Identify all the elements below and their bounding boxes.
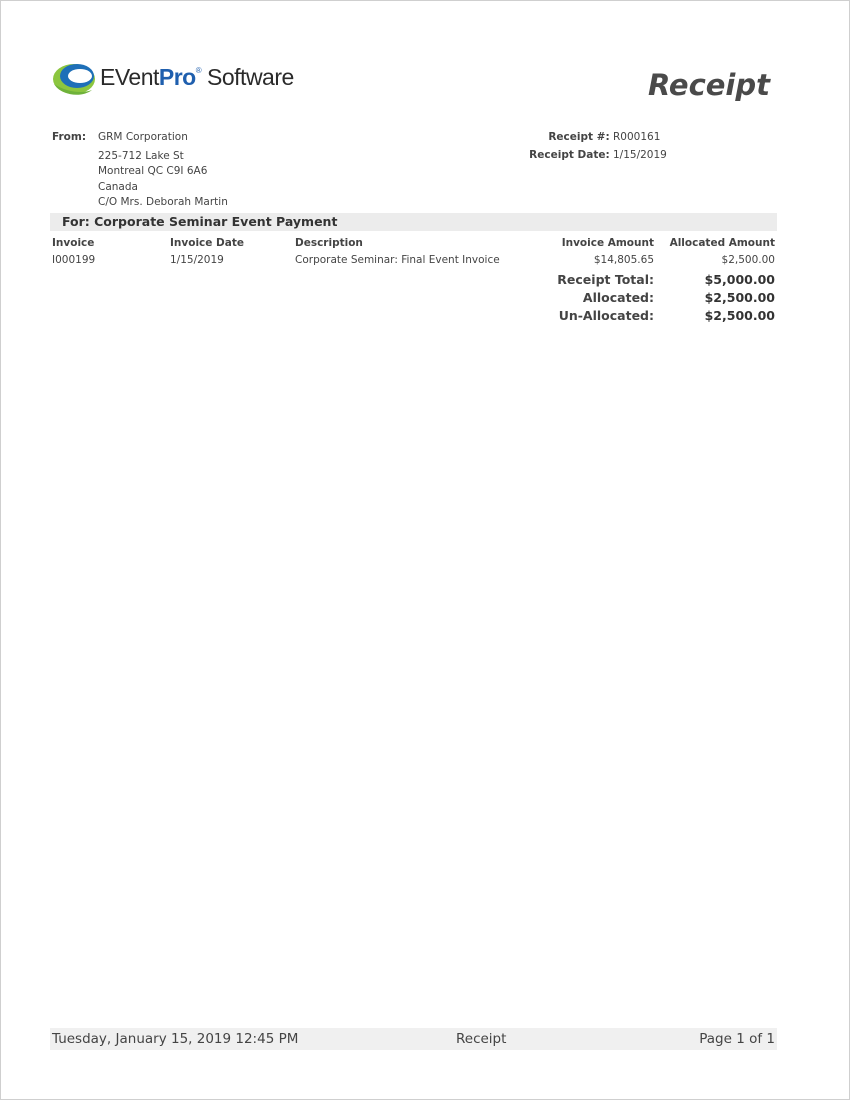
receipt-total-value: $5,000.00 [704, 272, 775, 287]
total-row-allocated [515, 290, 775, 308]
header-allocated-amount: Allocated Amount [669, 237, 775, 249]
receipt-number-label: Receipt #: [548, 131, 610, 143]
receipt-date-row [0, 148, 665, 166]
logo-wordmark [100, 64, 294, 91]
cell-invoice-date: 1/15/2019 [170, 254, 224, 266]
receipt-number-row [0, 130, 665, 148]
total-row-receipt [515, 272, 775, 290]
total-row-unallocated [515, 308, 775, 326]
receipt-number-value: R000161 [613, 131, 661, 143]
from-city: Montreal QC C9I 6A6 [98, 165, 208, 177]
logo-registered-mark: ® [195, 66, 202, 75]
eventpro-swoosh-icon [52, 60, 96, 100]
receipt-date-value: 1/15/2019 [613, 149, 667, 161]
header-invoice-amount: Invoice Amount [561, 237, 654, 249]
cell-allocated-amount: $2,500.00 [721, 254, 775, 266]
logo-pro-text: Pro [158, 64, 196, 90]
from-contact: C/O Mrs. Deborah Martin [98, 196, 228, 208]
logo-software-text: Software [201, 64, 294, 90]
cell-description: Corporate Seminar: Final Event Invoice [295, 254, 500, 266]
eventpro-logo [52, 58, 312, 102]
allocated-label: Allocated: [582, 290, 654, 305]
totals-block [515, 272, 775, 326]
cell-invoice-amount: $14,805.65 [593, 254, 654, 266]
cell-invoice: I000199 [52, 254, 96, 266]
receipt-meta [0, 130, 665, 166]
for-bar [50, 213, 777, 231]
from-label: From: [52, 131, 87, 143]
logo-event-text: EVent [100, 64, 159, 90]
footer-report-name: Receipt [456, 1031, 507, 1047]
allocated-value: $2,500.00 [704, 290, 775, 305]
header-invoice: Invoice [52, 237, 95, 249]
from-country: Canada [98, 180, 138, 193]
header-description: Description [295, 237, 363, 249]
from-street: 225-712 Lake St [98, 149, 184, 162]
receipt-date-label: Receipt Date: [529, 149, 610, 161]
receipt-total-label: Receipt Total: [557, 272, 654, 287]
footer-timestamp: Tuesday, January 15, 2019 12:45 PM [52, 1031, 299, 1047]
document-title: Receipt [648, 68, 770, 102]
unallocated-value: $2,500.00 [704, 308, 775, 323]
header-invoice-date: Invoice Date [170, 237, 244, 249]
unallocated-label: Un-Allocated: [558, 308, 654, 323]
footer-page-number: Page 1 of 1 [699, 1031, 775, 1047]
for-bar-text: For: Corporate Seminar Event Payment [62, 214, 338, 229]
from-company: GRM Corporation [98, 131, 188, 143]
page-footer [50, 1028, 777, 1050]
